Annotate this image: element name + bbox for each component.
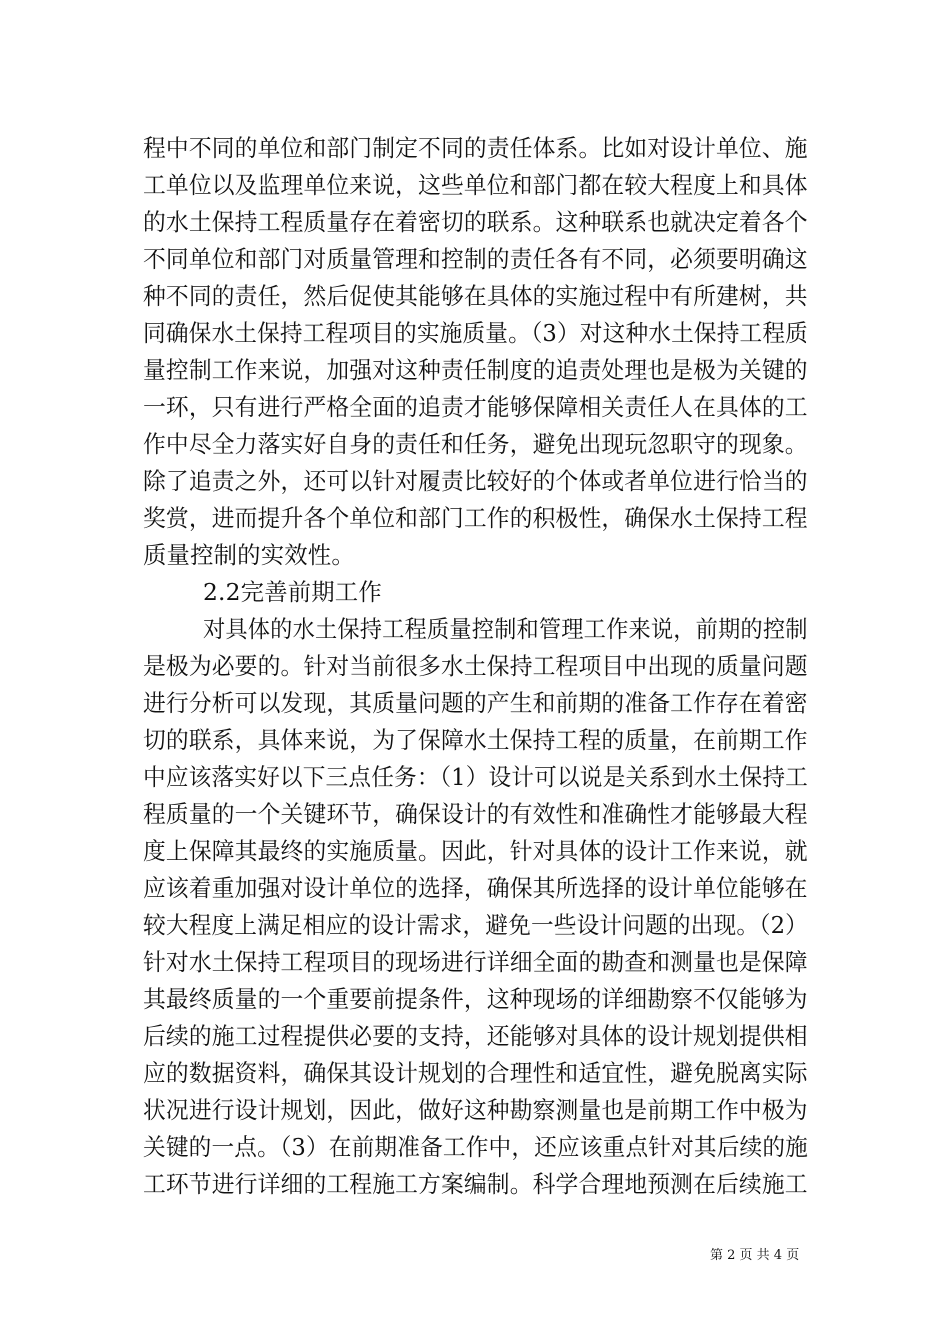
text-line: 同确保水土保持工程项目的实施质量。（3）对这种水土保持工程质 xyxy=(143,319,809,347)
text-line: 种不同的责任，然后促使其能够在具体的实施过程中有所建树，共 xyxy=(143,282,808,310)
text-line: 应的数据资料，确保其设计规划的合理性和适宜性，避免脱离实际 xyxy=(143,1059,808,1087)
section-heading: 2.2完善前期工作 xyxy=(203,578,382,606)
text-line: 进行分析可以发现，其质量问题的产生和前期的准备工作存在着密 xyxy=(143,689,808,717)
text-line: 度上保障其最终的实施质量。因此，针对具体的设计工作来说，就 xyxy=(143,837,808,865)
text-line: 是极为必要的。针对当前很多水土保持工程项目中出现的质量问题 xyxy=(143,652,808,680)
text-line: 中应该落实好以下三点任务：（1）设计可以说是关系到水土保持工 xyxy=(143,763,809,791)
text-line: 工单位以及监理单位来说，这些单位和部门都在较大程度上和具体 xyxy=(143,171,808,199)
text-line: 较大程度上满足相应的设计需求，避免一些设计问题的出现。（2） xyxy=(143,911,809,939)
text-line: 应该着重加强对设计单位的选择，确保其所选择的设计单位能够在 xyxy=(143,874,808,902)
page-number-footer: 第 2 页 共 4 页 xyxy=(710,1248,800,1263)
text-line: 的水土保持工程质量存在着密切的联系。这种联系也就决定着各个 xyxy=(143,208,808,236)
text-line: 对具体的水土保持工程质量控制和管理工作来说，前期的控制 xyxy=(203,615,808,643)
text-line: 针对水土保持工程项目的现场进行详细全面的勘查和测量也是保障 xyxy=(143,948,808,976)
text-line: 质量控制的实效性。 xyxy=(143,541,355,569)
text-line: 切的联系，具体来说，为了保障水土保持工程的质量，在前期工作 xyxy=(143,726,808,754)
text-line: 不同单位和部门对质量管理和控制的责任各有不同，必须要明确这 xyxy=(143,245,808,273)
text-line: 关键的一点。（3）在前期准备工作中，还应该重点针对其后续的施 xyxy=(143,1133,809,1161)
text-line: 其最终质量的一个重要前提条件，这种现场的详细勘察不仅能够为 xyxy=(143,985,808,1013)
text-line: 除了追责之外，还可以针对履责比较好的个体或者单位进行恰当的 xyxy=(143,467,808,495)
text-line: 状况进行设计规划，因此，做好这种勘察测量也是前期工作中极为 xyxy=(143,1096,808,1124)
text-line: 程质量的一个关键环节，确保设计的有效性和准确性才能够最大程 xyxy=(143,800,808,828)
text-line: 后续的施工过程提供必要的支持，还能够对具体的设计规划提供相 xyxy=(143,1022,808,1050)
text-line: 奖赏，进而提升各个单位和部门工作的积极性，确保水土保持工程 xyxy=(143,504,808,532)
text-line: 工环节进行详细的工程施工方案编制。科学合理地预测在后续施工 xyxy=(143,1170,808,1198)
text-line: 作中尽全力落实好自身的责任和任务，避免出现玩忽职守的现象。 xyxy=(143,430,808,458)
text-line: 程中不同的单位和部门制定不同的责任体系。比如对设计单位、施 xyxy=(143,134,808,162)
text-line: 量控制工作来说，加强对这种责任制度的追责处理也是极为关键的 xyxy=(143,356,808,384)
text-line: 一环，只有进行严格全面的追责才能够保障相关责任人在具体的工 xyxy=(143,393,808,421)
